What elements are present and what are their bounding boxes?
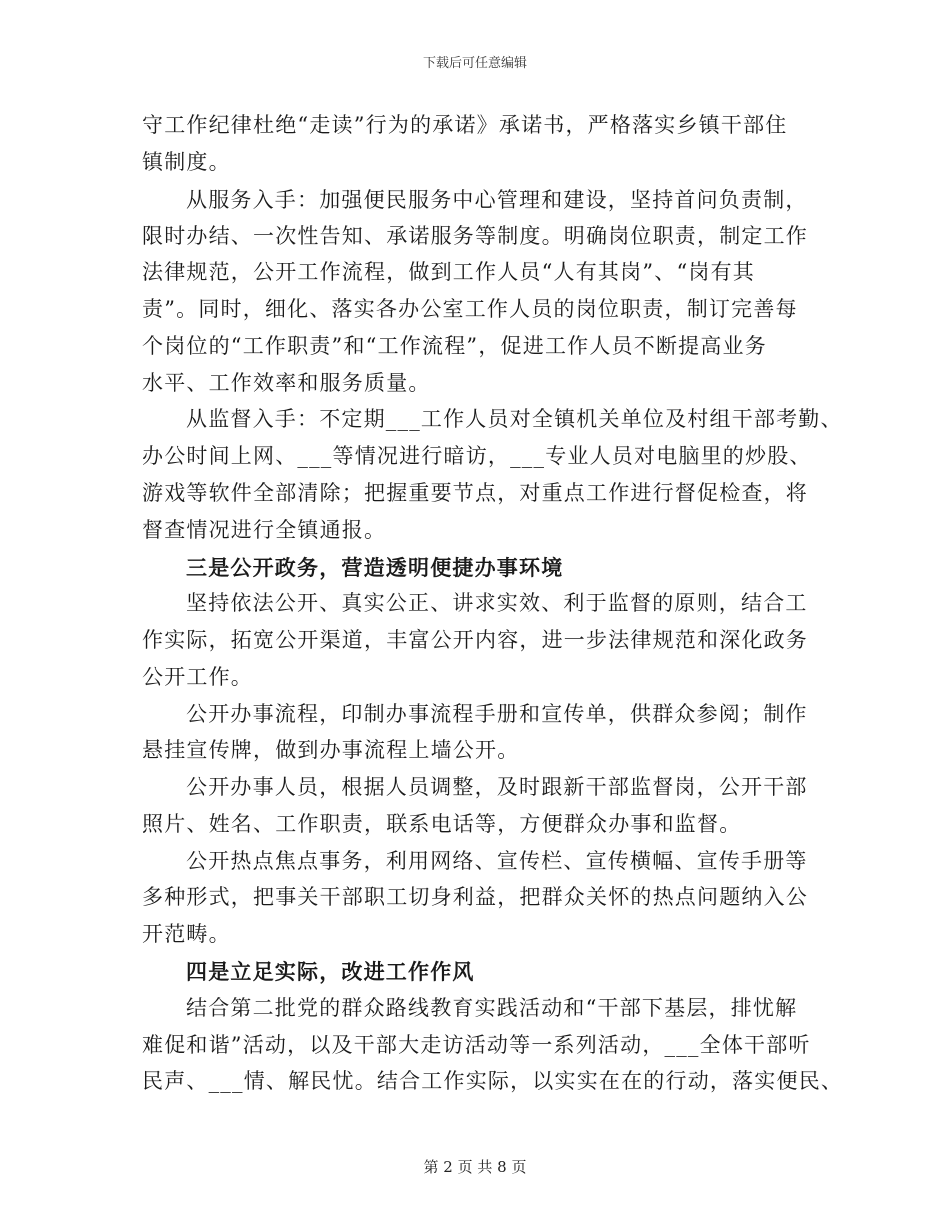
text-line: 督查情况进行全镇通报。 xyxy=(142,518,387,542)
text-line: 限时办结、一次性告知、承诺服务等制度。明确岗位职责，制定工作 xyxy=(142,224,808,248)
text-line: 公开工作。 xyxy=(142,665,253,689)
text-line: 坚持依法公开、真实公正、讲求实效、利于监督的原则，结合工 xyxy=(186,591,808,615)
text-line: 开范畴。 xyxy=(142,922,231,946)
text-line: 公开办事人员，根据人员调整，及时跟新干部监督岗，公开干部 xyxy=(186,775,808,799)
text-line: 悬挂宣传牌，做到办事流程上墙公开。 xyxy=(142,738,520,762)
text-line: 公开热点焦点事务，利用网络、宣传栏、宣传横幅、宣传手册等 xyxy=(186,849,808,873)
text-line: 公开办事流程，印制办事流程手册和宣传单，供群众参阅；制作 xyxy=(186,702,808,726)
text-line: 民声、___情、解民忧。结合工作实际，以实实在在的行动，落实便民、 xyxy=(142,1069,844,1093)
text-line: 个岗位的“工作职责”和“工作流程”，促进工作人员不断提高业务 xyxy=(142,334,767,358)
text-line: 从监督入手：不定期___工作人员对全镇机关单位及村组干部考勤、 xyxy=(186,407,843,431)
text-line: 游戏等软件全部清除；把握重要节点，对重点工作进行督促检查，将 xyxy=(142,481,808,505)
text-line: 镇制度。 xyxy=(142,150,231,174)
text-line: 办公时间上网、___等情况进行暗访，___专业人员对电脑里的炒股、 xyxy=(142,444,812,468)
text-line: 责”。同时，细化、落实各办公室工作人员的岗位职责，制订完善每 xyxy=(142,297,798,321)
text-line: 水平、工作效率和服务质量。 xyxy=(142,371,431,395)
text-line: 守工作纪律杜绝“走读”行为的承诺》承诺书，严格落实乡镇干部住 xyxy=(142,113,788,137)
page-header: 下载后可任意编辑 xyxy=(422,56,527,71)
text-line: 法律规范，公开工作流程，做到工作人员“人有其岗”、“岗有其 xyxy=(142,260,756,284)
section-heading: 三是公开政务，营造透明便捷办事环境 xyxy=(186,555,564,580)
text-line: 多种形式，把事关干部职工切身利益，把群众关怀的热点问题纳入公 xyxy=(142,885,808,909)
text-line: 结合第二批党的群众路线教育实践活动和“干部下基层，排忧解 xyxy=(186,996,798,1020)
text-line: 从服务入手：加强便民服务中心管理和建设，坚持首问负责制， xyxy=(186,188,808,212)
text-line: 作实际，拓宽公开渠道，丰富公开内容，进一步法律规范和深化政务 xyxy=(142,628,808,652)
text-line: 难促和谐”活动，以及干部大走访活动等一系列活动，___全体干部听 xyxy=(142,1033,811,1057)
section-heading: 四是立足实际，改进工作作风 xyxy=(186,959,475,984)
page-footer: 第 2 页 共 8 页 xyxy=(423,1158,527,1176)
text-line: 照片、姓名、工作职责，联系电话等，方便群众办事和监督。 xyxy=(142,812,742,836)
